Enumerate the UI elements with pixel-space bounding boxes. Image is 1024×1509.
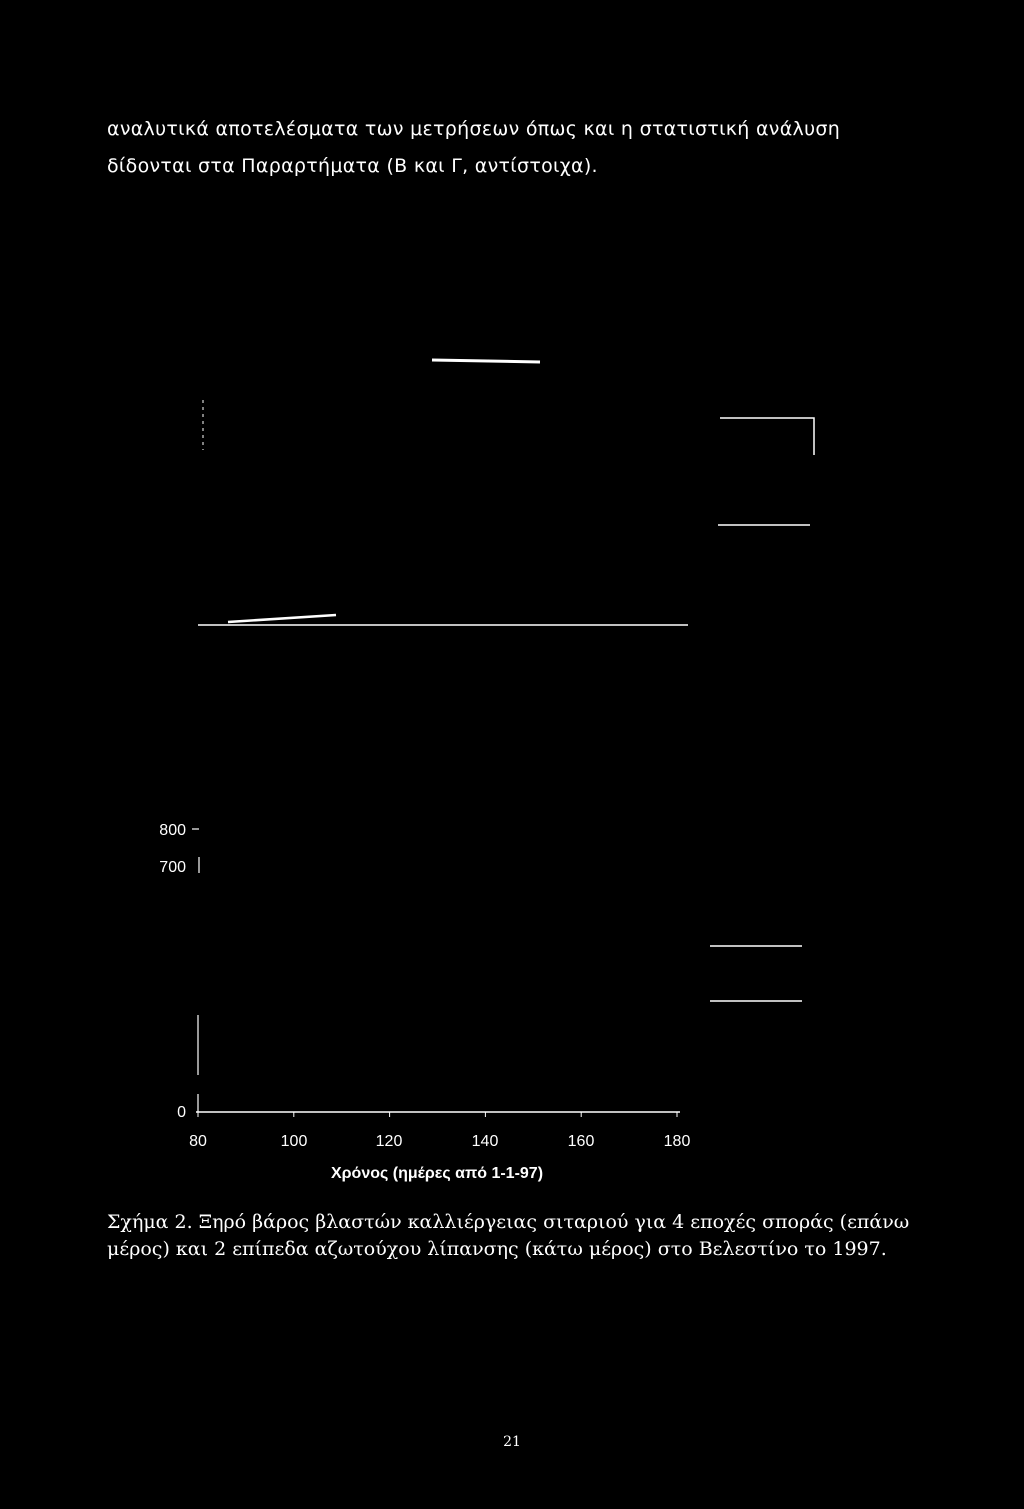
y-tick-labels <box>159 822 186 1121</box>
intro-text-line-2: δίδονται στα Παραρτήματα (Β και Γ, αντίστοιχα). <box>107 155 598 177</box>
x-tick-label-160: 160 <box>567 1133 595 1150</box>
x-axis-ticks <box>198 1112 677 1117</box>
x-tick-label-120: 120 <box>375 1133 403 1150</box>
figure-caption-line-1 <box>107 1211 909 1233</box>
y-tick-label-800: 800 <box>159 822 186 839</box>
figure-caption-text-1: Ξηρό βάρος βλαστών καλλιέργειας σιταριού για 4 εποχές σποράς (επάνω <box>198 1211 910 1233</box>
figure-caption-line-2: μέρος) και 2 επίπεδα αζωτούχου λίπανσης (κάτω μέρος) στο Βελεστίνο το 1997. <box>107 1238 887 1260</box>
upper-panel <box>198 360 814 625</box>
y-tick-label-700: 700 <box>159 859 186 876</box>
y-tick-label-0: 0 <box>177 1104 186 1121</box>
upper-panel-top-segment <box>432 360 540 362</box>
x-tick-label-100: 100 <box>280 1133 308 1150</box>
x-tick-label-80: 80 <box>189 1133 207 1150</box>
upper-panel-series-fragment <box>228 615 336 622</box>
lower-panel <box>192 829 802 1112</box>
x-tick-label-180: 180 <box>663 1133 691 1150</box>
x-axis-label: Χρόνος (ημέρες από 1-1-97) <box>330 1165 544 1182</box>
x-tick-labels <box>189 1133 690 1150</box>
page-number: 21 <box>503 1434 521 1450</box>
upper-legend-box-edge <box>720 418 814 455</box>
x-tick-label-140: 140 <box>471 1133 499 1150</box>
intro-text-line-1: αναλυτικά αποτελέσματα των μετρήσεων όπως και η στατιστική ανάλυση <box>107 118 841 140</box>
figure-caption-label: Σχήμα 2. <box>107 1211 193 1233</box>
